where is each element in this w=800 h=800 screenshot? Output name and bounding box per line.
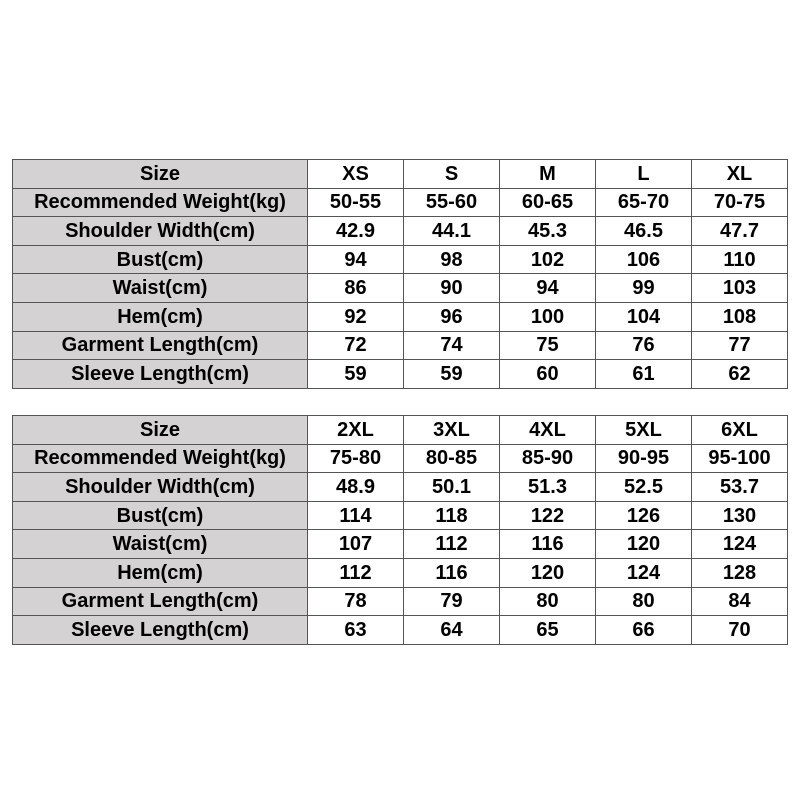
size-column-header: 3XL: [404, 416, 500, 445]
measurement-value: 50.1: [404, 473, 500, 502]
measurement-value: 116: [404, 558, 500, 587]
measurement-value: 112: [404, 530, 500, 559]
measurement-value: 104: [596, 302, 692, 331]
measurement-value: 65-70: [596, 188, 692, 217]
measurement-value: 94: [500, 274, 596, 303]
measurement-value: 99: [596, 274, 692, 303]
table-row: [13, 245, 788, 274]
measurement-value: 106: [596, 245, 692, 274]
measurement-value: 102: [500, 245, 596, 274]
measurement-value: 90-95: [596, 444, 692, 473]
table-row: [13, 501, 788, 530]
measurement-value: 107: [308, 530, 404, 559]
size-column-header: 5XL: [596, 416, 692, 445]
size-chart-table-2xl-6xl: [12, 415, 788, 645]
measurement-value: 46.5: [596, 217, 692, 246]
table-row: [13, 530, 788, 559]
measurement-value: 52.5: [596, 473, 692, 502]
measurement-value: 122: [500, 501, 596, 530]
table-row: [13, 473, 788, 502]
measurement-value: 65: [500, 616, 596, 645]
measurement-value: 75-80: [308, 444, 404, 473]
measurement-value: 108: [692, 302, 788, 331]
measurement-label: Recommended Weight(kg): [13, 188, 308, 217]
measurement-value: 114: [308, 501, 404, 530]
measurement-value: 103: [692, 274, 788, 303]
measurement-value: 60: [500, 360, 596, 389]
measurement-label: Hem(cm): [13, 558, 308, 587]
measurement-value: 72: [308, 331, 404, 360]
measurement-value: 95-100: [692, 444, 788, 473]
size-column-header: M: [500, 160, 596, 189]
measurement-value: 62: [692, 360, 788, 389]
header-row: [13, 160, 788, 189]
measurement-value: 130: [692, 501, 788, 530]
measurement-value: 78: [308, 587, 404, 616]
measurement-value: 116: [500, 530, 596, 559]
size-column-header: S: [404, 160, 500, 189]
size-column-header: 4XL: [500, 416, 596, 445]
size-header-label: Size: [13, 416, 308, 445]
measurement-label: Bust(cm): [13, 245, 308, 274]
measurement-label: Shoulder Width(cm): [13, 473, 308, 502]
measurement-value: 53.7: [692, 473, 788, 502]
size-column-header: 2XL: [308, 416, 404, 445]
size-header-label: Size: [13, 160, 308, 189]
measurement-value: 120: [596, 530, 692, 559]
measurement-label: Garment Length(cm): [13, 587, 308, 616]
measurement-value: 86: [308, 274, 404, 303]
measurement-value: 110: [692, 245, 788, 274]
size-column-header: XL: [692, 160, 788, 189]
measurement-value: 76: [596, 331, 692, 360]
measurement-value: 128: [692, 558, 788, 587]
table-row: [13, 217, 788, 246]
measurement-value: 75: [500, 331, 596, 360]
measurement-value: 120: [500, 558, 596, 587]
measurement-label: Waist(cm): [13, 274, 308, 303]
table-row: [13, 302, 788, 331]
measurement-value: 74: [404, 331, 500, 360]
measurement-value: 45.3: [500, 217, 596, 246]
table-row: [13, 444, 788, 473]
measurement-value: 47.7: [692, 217, 788, 246]
measurement-value: 60-65: [500, 188, 596, 217]
measurement-label: Sleeve Length(cm): [13, 360, 308, 389]
measurement-value: 70-75: [692, 188, 788, 217]
measurement-value: 85-90: [500, 444, 596, 473]
measurement-value: 79: [404, 587, 500, 616]
measurement-value: 63: [308, 616, 404, 645]
measurement-label: Garment Length(cm): [13, 331, 308, 360]
measurement-value: 92: [308, 302, 404, 331]
measurement-value: 94: [308, 245, 404, 274]
table-row: [13, 587, 788, 616]
measurement-value: 84: [692, 587, 788, 616]
measurement-value: 126: [596, 501, 692, 530]
size-column-header: L: [596, 160, 692, 189]
measurement-label: Bust(cm): [13, 501, 308, 530]
measurement-value: 48.9: [308, 473, 404, 502]
measurement-value: 124: [596, 558, 692, 587]
measurement-value: 80: [500, 587, 596, 616]
measurement-value: 80: [596, 587, 692, 616]
measurement-label: Recommended Weight(kg): [13, 444, 308, 473]
table-row: [13, 274, 788, 303]
measurement-value: 124: [692, 530, 788, 559]
measurement-value: 66: [596, 616, 692, 645]
measurement-label: Sleeve Length(cm): [13, 616, 308, 645]
size-chart-body: [13, 416, 788, 645]
measurement-value: 51.3: [500, 473, 596, 502]
measurement-value: 118: [404, 501, 500, 530]
measurement-value: 50-55: [308, 188, 404, 217]
measurement-value: 59: [404, 360, 500, 389]
measurement-value: 59: [308, 360, 404, 389]
measurement-value: 64: [404, 616, 500, 645]
measurement-value: 96: [404, 302, 500, 331]
size-chart-body: [13, 160, 788, 389]
measurement-value: 61: [596, 360, 692, 389]
table-row: [13, 360, 788, 389]
measurement-value: 70: [692, 616, 788, 645]
table-row: [13, 558, 788, 587]
size-chart-table-xs-xl: [12, 159, 788, 389]
measurement-value: 42.9: [308, 217, 404, 246]
measurement-value: 80-85: [404, 444, 500, 473]
measurement-value: 44.1: [404, 217, 500, 246]
table-row: [13, 331, 788, 360]
table-row: [13, 188, 788, 217]
measurement-value: 100: [500, 302, 596, 331]
measurement-label: Hem(cm): [13, 302, 308, 331]
header-row: [13, 416, 788, 445]
size-column-header: XS: [308, 160, 404, 189]
measurement-value: 98: [404, 245, 500, 274]
measurement-value: 112: [308, 558, 404, 587]
measurement-value: 55-60: [404, 188, 500, 217]
measurement-value: 90: [404, 274, 500, 303]
size-column-header: 6XL: [692, 416, 788, 445]
measurement-label: Shoulder Width(cm): [13, 217, 308, 246]
measurement-value: 77: [692, 331, 788, 360]
table-row: [13, 616, 788, 645]
measurement-label: Waist(cm): [13, 530, 308, 559]
